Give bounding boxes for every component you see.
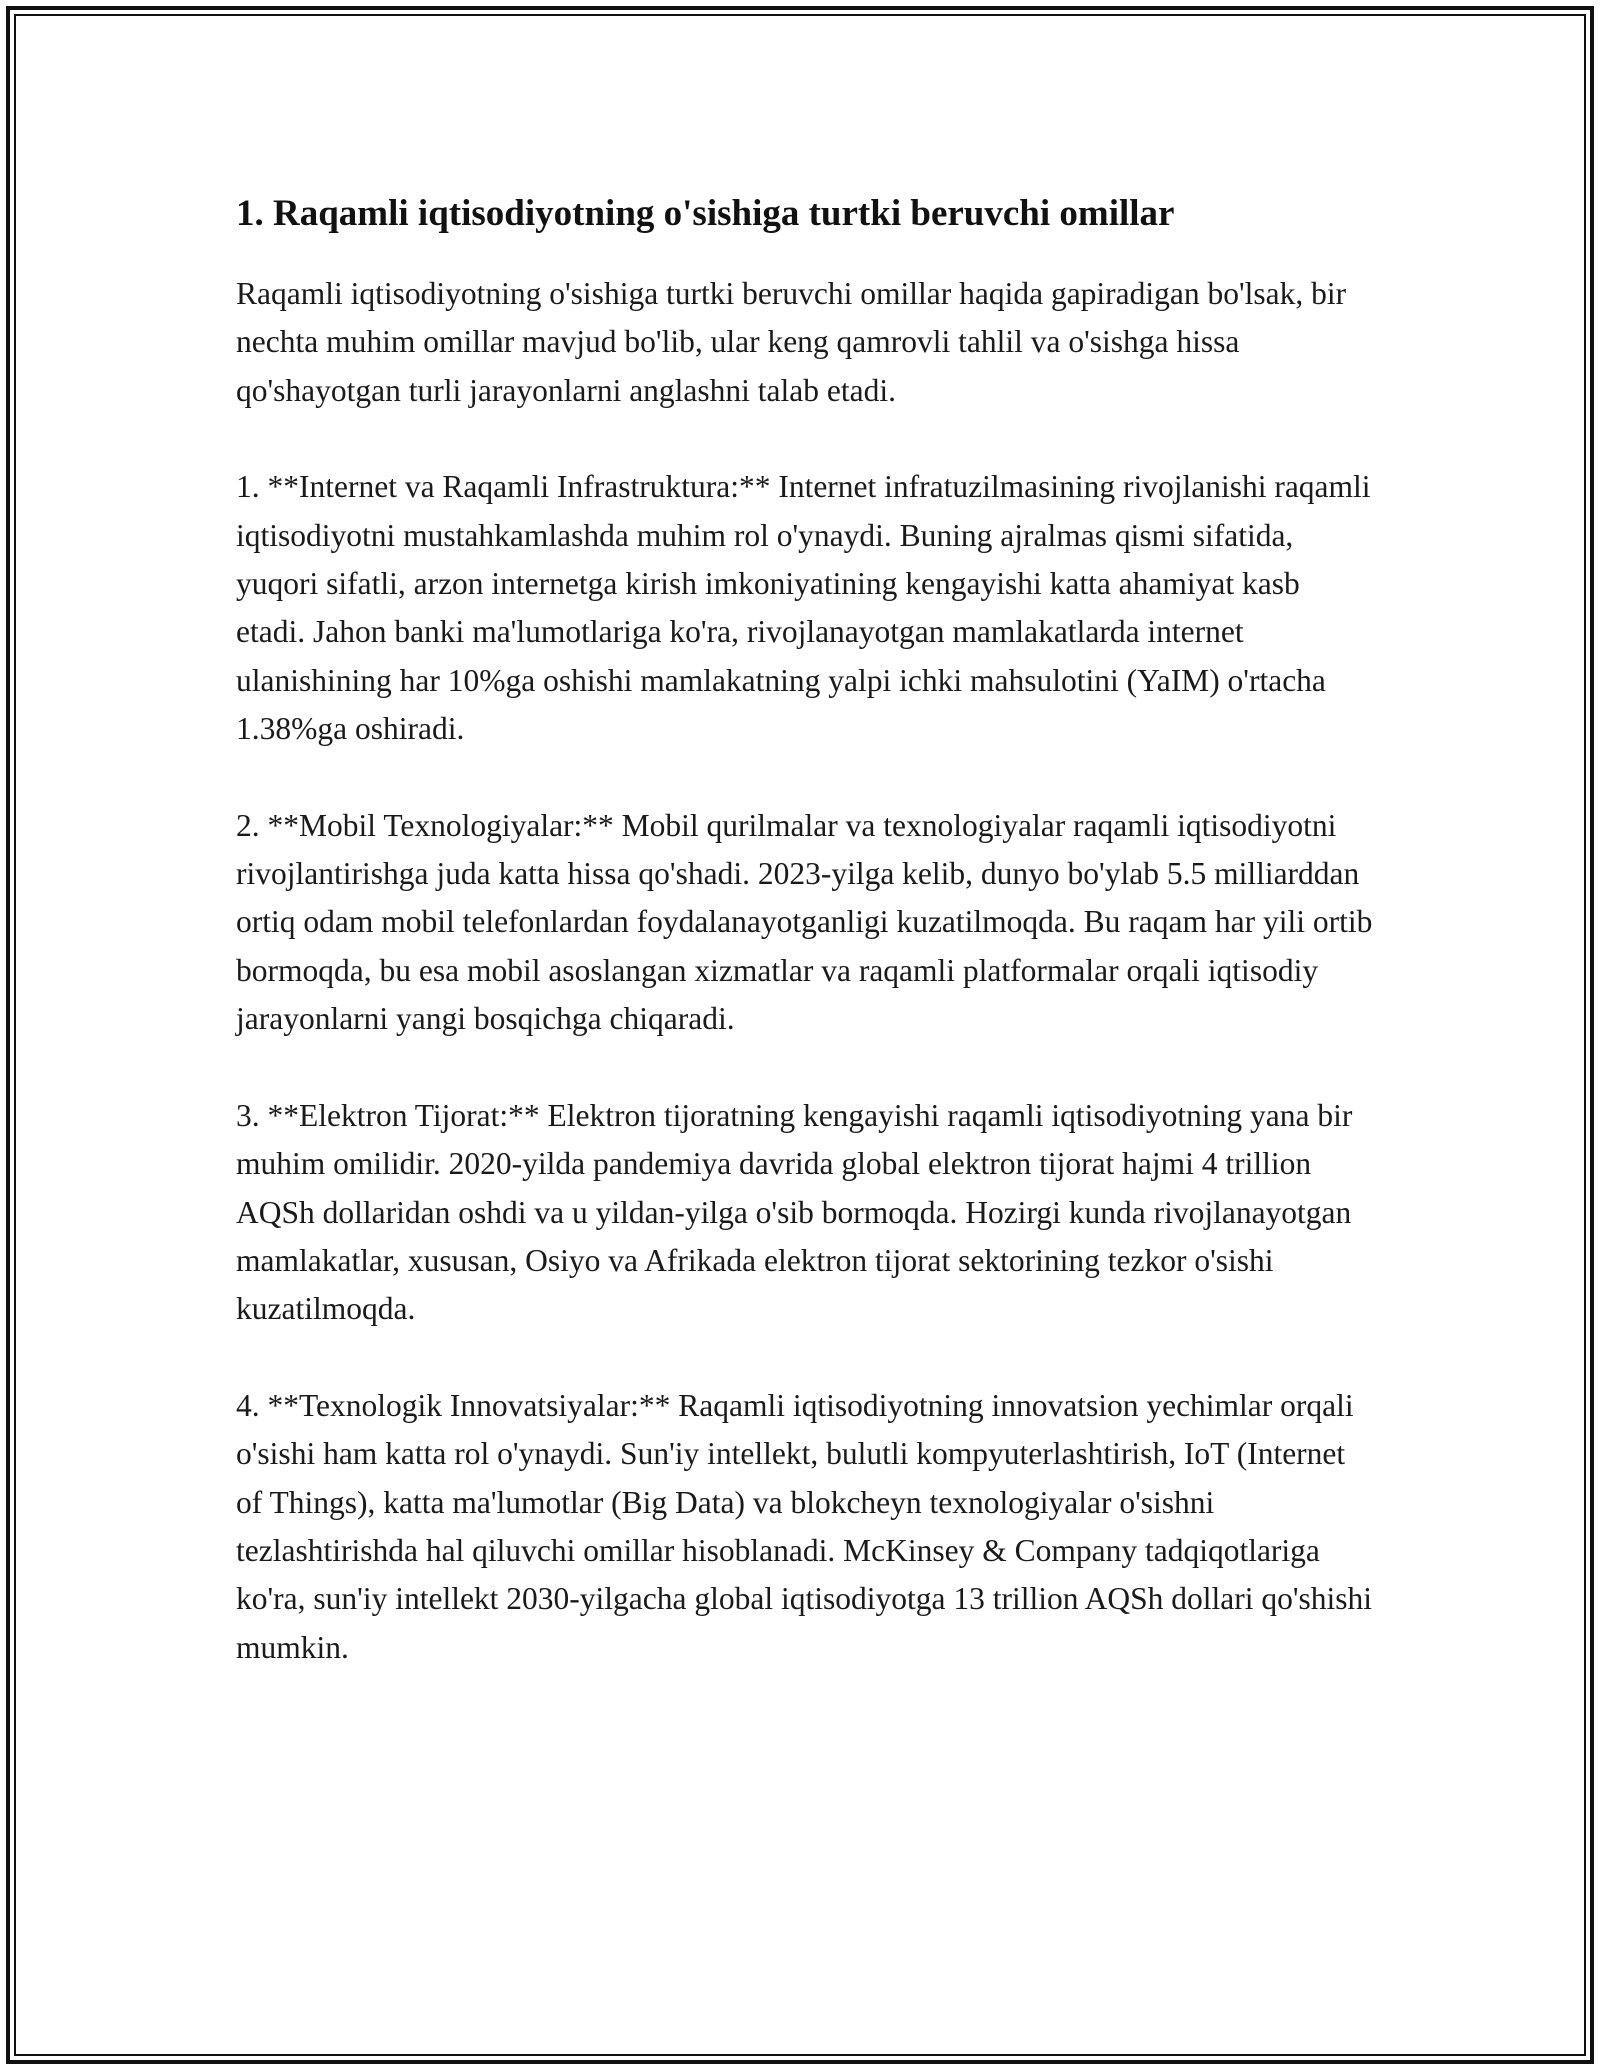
factor-mobile-paragraph: 2. **Mobil Texnologiyalar:** Mobil qurilmalar va texnologiyalar raqamli iqtisodiyotni rivojlantirishga juda katta hissa qo'shadi. 2023-yilga kelib, dunyo bo'ylab 5.5 milliarddan ortiq odam mobil telefonlardan foydalanayotganligi kuzatilmoqda. Bu raqam har yili ortib bormoqda, bu esa mobil asoslangan xizmatlar va raqamli platformalar orqali iqtisodiy jarayonlarni yangi bosqichga chiqaradi. — [236, 807, 1373, 1037]
factor-internet-paragraph: 1. **Internet va Raqamli Infrastruktura:** Internet infratuzilmasining rivojlanishi raqamli iqtisodiyotni mustahkamlashda muhim rol o'ynaydi. Buning ajralmas qismi sifatida, yuqori sifatli, arzon internetga kirish imkoniyatining kengayishi katta ahamiyat kasb etadi. Jahon banki ma'lumotlariga ko'ra, rivojlanayotgan mamlakatlarda internet ulanishining har 10%ga oshishi mamlakatning yalpi ichki mahsulotini (YaIM) o'rtacha 1.38%ga oshiradi. — [236, 469, 1371, 747]
intro-paragraph: Raqamli iqtisodiyotning o'sishiga turtki beruvchi omillar haqida gapiradigan bo'lsak, bir nechta muhim omillar mavjud bo'lib, ular keng qamrovli tahlil va o'sishga hissa qo'shayotgan turli jarayonlarni anglashni talab etadi. — [236, 276, 1347, 408]
factor-ecommerce-paragraph: 3. **Elektron Tijorat:** Elektron tijoratning kengayishi raqamli iqtisodiyotning yana bir muhim omilidir. 2020-yilda pandemiya davrida global elektron tijorat hajmi 4 trillion AQSh dollaridan oshdi va u yildan-yilga o'sib bormoqda. Hozirgi kunda rivojlanayotgan mamlakatlar, xususan, Osiyo va Afrikada elektron tijorat sektorining tezkor o'sishi kuzatilmoqda. — [236, 1097, 1353, 1327]
factor-innovation-paragraph: 4. **Texnologik Innovatsiyalar:** Raqamli iqtisodiyotning innovatsion yechimlar orqali o'sishi ham katta rol o'ynaydi. Sun'iy intellekt, bulutli kompyuterlashtirish, IoT (Internet of Things), katta ma'lumotlar (Big Data) va blokcheyn texnologiyalar o'sishni tezlashtirishda hal qiluvchi omillar hisoblanadi. McKinsey & Company tadqiqotlariga ko'ra, sun'iy intellekt 2030-yilgacha global iqtisodiyotga 13 trillion AQSh dollari qo'shishi mumkin. — [236, 1387, 1373, 1665]
section-heading: 1. Raqamli iqtisodiyotning o'sishiga turtki beruvchi omillar — [236, 193, 1175, 234]
document-body — [236, 190, 1376, 1720]
